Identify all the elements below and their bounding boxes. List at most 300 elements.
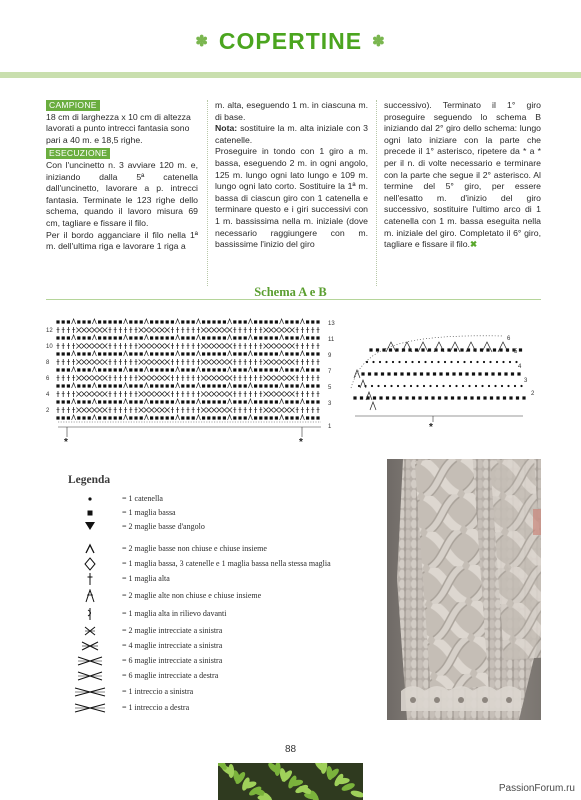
stitch-mark <box>207 400 210 403</box>
stitch-mark <box>489 361 491 363</box>
stitch-mark <box>290 384 293 387</box>
stitch-mark <box>300 351 304 356</box>
stitch-mark <box>155 336 158 339</box>
stitch-mark <box>160 384 163 387</box>
stitch-mark <box>392 361 394 363</box>
stitch-mark <box>509 396 512 399</box>
stitch-mark <box>306 400 309 403</box>
stitch-mark <box>373 396 376 399</box>
stitch-mark <box>374 372 377 375</box>
stitch-mark <box>264 368 267 371</box>
legend-label: = 2 maglie intrecciate a sinistra <box>122 626 223 635</box>
stitch-mark <box>186 416 189 419</box>
stitch-mark <box>92 399 96 404</box>
stitch-mark <box>496 396 499 399</box>
stitch-mark <box>166 336 169 339</box>
stitch-mark <box>124 415 128 420</box>
stitch-mark <box>248 367 252 372</box>
stitch-mark <box>399 396 402 399</box>
stitch-mark <box>420 372 423 375</box>
campione-label: CAMPIONE <box>46 100 100 111</box>
stitch-mark <box>82 320 85 323</box>
stitch-mark <box>290 320 293 323</box>
stitch-mark <box>88 384 91 387</box>
stitch-mark <box>254 336 257 339</box>
stitch-mark <box>377 385 379 387</box>
stitch-mark <box>371 385 373 387</box>
stitch-mark <box>416 385 418 387</box>
stitch-mark <box>171 368 174 371</box>
stitch-mark <box>306 320 309 323</box>
stitch-mark <box>166 320 169 323</box>
stitch-mark <box>56 384 59 387</box>
stitch-mark <box>196 319 200 324</box>
stitch-mark <box>433 372 436 375</box>
stitch-mark <box>311 320 314 323</box>
stitch-mark <box>202 336 205 339</box>
stitch-mark <box>144 319 148 324</box>
stitch-mark <box>486 348 489 351</box>
stitch-mark <box>144 335 148 340</box>
page-header <box>0 28 581 62</box>
stitch-mark <box>306 416 309 419</box>
stitch-mark <box>385 361 387 363</box>
stitch-mark <box>223 400 226 403</box>
stitch-mark <box>166 400 169 403</box>
stitch-mark <box>88 400 91 403</box>
stitch-mark <box>418 396 421 399</box>
front-post-icon <box>88 608 91 620</box>
stitch-mark <box>290 336 293 339</box>
stitch-mark <box>171 400 174 403</box>
legend-row <box>60 639 390 653</box>
stitch-mark <box>207 352 210 355</box>
stitch-mark <box>202 416 205 419</box>
stitch-mark <box>171 384 174 387</box>
stitch-mark <box>92 335 96 340</box>
stitch-mark <box>144 415 148 420</box>
stitch-mark <box>129 400 132 403</box>
stitch-mark <box>370 402 376 410</box>
stitch-mark <box>464 396 467 399</box>
stitch-mark <box>114 336 117 339</box>
stitch-mark <box>369 348 372 351</box>
stitch-mark <box>212 416 215 419</box>
stitch-mark <box>119 416 122 419</box>
row-number: 7 <box>328 369 332 375</box>
stitch-mark <box>300 335 304 340</box>
stitch-mark <box>114 352 117 355</box>
title-text: COPERTINE <box>218 28 363 54</box>
schema-a-graphic <box>38 316 338 456</box>
stitch-mark <box>82 352 85 355</box>
stitch-mark <box>259 336 262 339</box>
stitch-mark <box>455 385 457 387</box>
stitch-mark <box>390 385 392 387</box>
stitch-mark <box>300 415 304 420</box>
corner-icon <box>85 522 95 530</box>
stitch-mark <box>254 352 257 355</box>
legend-symbol-icon <box>60 685 120 699</box>
stitch-mark <box>207 336 210 339</box>
blanket-photo <box>387 459 541 720</box>
asterisk: * <box>64 437 68 448</box>
stitch-mark <box>155 352 158 355</box>
stitch-mark <box>275 336 278 339</box>
stitch-mark <box>150 400 153 403</box>
asterisk: * <box>429 422 433 433</box>
stitch-mark <box>196 415 200 420</box>
stitch-mark <box>207 416 210 419</box>
stitch-mark <box>311 400 314 403</box>
page-number: 88 <box>284 744 297 755</box>
end-mark-icon: ✖ <box>469 239 478 250</box>
stitch-mark <box>134 368 137 371</box>
stitch-mark <box>129 416 132 419</box>
stitch-mark <box>108 320 111 323</box>
stitch-mark <box>134 384 137 387</box>
stitch-mark <box>475 385 477 387</box>
stitch-mark <box>181 368 184 371</box>
stitch-mark <box>228 383 232 388</box>
legend-symbol-icon <box>60 572 120 586</box>
stitch-mark <box>316 400 319 403</box>
stitch-mark <box>212 400 215 403</box>
stitch-mark <box>202 400 205 403</box>
schema-b-graphic <box>343 326 543 436</box>
stitch-mark <box>300 399 304 404</box>
stitch-mark <box>270 320 273 323</box>
stitch-mark <box>202 352 205 355</box>
stitch-mark <box>171 352 174 355</box>
stitch-mark <box>72 319 76 324</box>
stitch-mark <box>504 372 507 375</box>
stitch-mark <box>108 368 111 371</box>
stitch-mark <box>150 384 153 387</box>
stitch-mark <box>361 372 364 375</box>
stitch-mark <box>192 320 195 323</box>
stitch-mark <box>181 416 184 419</box>
stitch-mark <box>134 352 137 355</box>
stitch-mark <box>238 336 241 339</box>
stitch-mark <box>270 368 273 371</box>
stitch-mark <box>212 352 215 355</box>
stitch-mark <box>77 352 80 355</box>
stitch-mark <box>62 400 65 403</box>
legend-row <box>60 572 390 586</box>
row-number: 9 <box>328 353 332 359</box>
stitch-mark <box>77 400 80 403</box>
stitch-mark <box>296 384 299 387</box>
stitch-mark <box>306 384 309 387</box>
legend-symbol-icon <box>60 639 120 653</box>
stitch-mark <box>451 396 454 399</box>
stitch-mark <box>192 368 195 371</box>
stitch-mark <box>77 416 80 419</box>
schema-title: Schema A e B <box>254 285 327 299</box>
stitch-mark <box>186 352 189 355</box>
stitch-mark <box>108 416 111 419</box>
stitch-mark <box>470 361 472 363</box>
stitch-mark <box>444 396 447 399</box>
instructions <box>46 100 541 280</box>
stitch-mark <box>129 352 132 355</box>
stitch-mark <box>290 400 293 403</box>
stitch-mark <box>517 372 520 375</box>
stitch-mark <box>67 416 70 419</box>
stitch-mark <box>108 400 111 403</box>
stitch-mark <box>176 351 180 356</box>
stitch-mark <box>98 320 101 323</box>
stitch-mark <box>223 320 226 323</box>
stitch-mark <box>114 384 117 387</box>
stitch-mark <box>108 352 111 355</box>
stitch-mark <box>296 416 299 419</box>
stitch-mark <box>62 320 65 323</box>
stitch-mark <box>72 399 76 404</box>
row-number: 8 <box>46 360 50 366</box>
legend-row <box>60 624 390 638</box>
stitch-mark <box>460 348 463 351</box>
stitch-mark <box>392 396 395 399</box>
yarn-strip-image <box>218 763 363 800</box>
stitch-mark <box>483 396 486 399</box>
row-number: 10 <box>46 344 53 350</box>
stitch-mark <box>472 372 475 375</box>
stitch-mark <box>98 336 101 339</box>
stitch-mark <box>244 416 247 419</box>
stitch-mark <box>381 372 384 375</box>
stitch-mark <box>176 335 180 340</box>
legend-symbol-icon <box>60 589 120 603</box>
chart-schema-b <box>343 326 543 436</box>
flower-icon: ✽ <box>195 33 209 50</box>
stitch-mark <box>134 336 137 339</box>
stitch-mark <box>248 399 252 404</box>
stitch-mark <box>431 361 433 363</box>
stitch-mark <box>463 361 465 363</box>
stitch-mark <box>212 336 215 339</box>
stitch-mark <box>470 396 473 399</box>
stitch-mark <box>311 352 314 355</box>
stitch-mark <box>233 336 236 339</box>
row-number: 11 <box>328 337 335 343</box>
stitch-mark <box>483 361 485 363</box>
stitch-mark <box>155 368 158 371</box>
stitch-mark <box>413 372 416 375</box>
chart-schema-a <box>38 316 338 456</box>
stitch-mark <box>72 367 76 372</box>
stitch-mark <box>129 336 132 339</box>
stitch-mark <box>400 372 403 375</box>
row-number: 4 <box>46 392 50 398</box>
stitch-mark <box>212 368 215 371</box>
stitch-mark <box>192 384 195 387</box>
stitch-mark <box>160 416 163 419</box>
stitch-mark <box>160 400 163 403</box>
stitch-mark <box>166 416 169 419</box>
legend-label: = 1 maglia alta <box>122 574 170 583</box>
stitch-mark <box>290 368 293 371</box>
stitch-mark <box>67 352 70 355</box>
stitch-mark <box>248 415 252 420</box>
stitch-mark <box>223 336 226 339</box>
stitch-mark <box>275 384 278 387</box>
stitch-mark <box>77 384 80 387</box>
header-band <box>0 72 581 78</box>
stitch-mark <box>88 368 91 371</box>
legend-row <box>60 654 390 668</box>
stitch-mark <box>306 336 309 339</box>
stitch-mark <box>502 361 504 363</box>
stitch-mark <box>124 335 128 340</box>
stitch-mark <box>382 348 385 351</box>
stitch-mark <box>181 400 184 403</box>
schema-rule <box>46 299 541 300</box>
stitch-mark <box>376 348 379 351</box>
stitch-mark <box>429 385 431 387</box>
nota-text: sostituire la m. alta iniziale con 3 catenelle. <box>215 123 368 145</box>
stitch-mark <box>103 336 106 339</box>
stitch-mark <box>254 384 257 387</box>
legend-row <box>60 685 390 699</box>
stitch-mark <box>285 384 288 387</box>
stitch-mark <box>124 351 128 356</box>
stitch-mark <box>144 351 148 356</box>
stitch-mark <box>425 396 428 399</box>
stitch-mark <box>124 383 128 388</box>
stitch-mark <box>439 372 442 375</box>
stitch-mark <box>207 384 210 387</box>
picot-icon <box>85 558 95 570</box>
stitch-mark <box>140 352 143 355</box>
row-number: 12 <box>46 328 53 334</box>
stitch-mark <box>56 320 59 323</box>
legend-symbol-icon <box>60 520 120 534</box>
stitch-mark <box>119 320 122 323</box>
row-number: 2 <box>531 391 535 397</box>
row-number: 4 <box>518 364 522 370</box>
stitch-mark <box>459 372 462 375</box>
stitch-mark <box>155 320 158 323</box>
stitch-mark <box>507 385 509 387</box>
stitch-mark <box>82 368 85 371</box>
stitch-mark <box>192 336 195 339</box>
stitch-mark <box>92 351 96 356</box>
stitch-mark <box>77 320 80 323</box>
stitch-mark <box>233 368 236 371</box>
stitch-mark <box>264 384 267 387</box>
stitch-mark <box>368 372 371 375</box>
stitch-mark <box>150 368 153 371</box>
legend-row <box>60 520 390 534</box>
stitch-mark <box>280 399 284 404</box>
row-number: 13 <box>328 321 335 327</box>
row-number: 6 <box>507 336 511 342</box>
stitch-mark <box>150 352 153 355</box>
column-1 <box>46 100 198 253</box>
stitch-mark <box>426 372 429 375</box>
stitch-mark <box>103 352 106 355</box>
stitch-mark <box>442 385 444 387</box>
stitch-mark <box>186 400 189 403</box>
stitch-mark <box>270 336 273 339</box>
stitch-mark <box>114 400 117 403</box>
chain-icon <box>88 497 91 500</box>
stitch-mark <box>56 416 59 419</box>
stitch-mark <box>311 368 314 371</box>
stitch-mark <box>398 361 400 363</box>
stitch-mark <box>124 319 128 324</box>
stitch-mark <box>259 384 262 387</box>
stitch-mark <box>311 416 314 419</box>
stitch-mark <box>238 320 241 323</box>
stitch-mark <box>387 372 390 375</box>
stitch-mark <box>446 372 449 375</box>
stitch-mark <box>186 320 189 323</box>
stitch-mark <box>218 384 221 387</box>
stitch-mark <box>56 336 59 339</box>
column-divider <box>376 100 377 286</box>
knit-texture-image <box>387 459 541 720</box>
stitch-mark <box>98 352 101 355</box>
stitch-mark <box>254 416 257 419</box>
stitch-mark <box>196 383 200 388</box>
legend-row <box>60 607 390 621</box>
proseguire-text-end: successivo). Terminato il 1° giro proseguire seguendo lo schema B iniziando dal 2° giro dello schema: lungo ogni lato iniziare con la parte che precede il 1° asterisco, ripetere da * a * per il n. di volte necessario e terminare con la parte che segue il 2° asterisco. Al termine del 5° giro, per essere nell'esatto m. d'inizio del giro successivo, sostituire l'ultimo arco di 1 catenella con 1 m. bassa eseguita nella m. iniziale del giro. Completato il 6° giro, tagliare e fissare il filo.✖ <box>384 100 541 250</box>
stitch-mark <box>511 372 514 375</box>
stitch-mark <box>114 368 117 371</box>
stitch-mark <box>244 352 247 355</box>
stitch-mark <box>62 352 65 355</box>
stitch-mark <box>360 396 363 399</box>
stitch-mark <box>397 385 399 387</box>
stitch-mark <box>259 416 262 419</box>
stitch-mark <box>444 361 446 363</box>
stitch-mark <box>108 384 111 387</box>
stitch-mark <box>379 361 381 363</box>
stitch-mark <box>485 372 488 375</box>
stitch-mark <box>124 399 128 404</box>
stitch-mark <box>176 415 180 420</box>
stitch-mark <box>103 368 106 371</box>
stitch-mark <box>129 384 132 387</box>
column-divider <box>207 100 208 286</box>
stitch-mark <box>411 361 413 363</box>
stitch-mark <box>509 361 511 363</box>
stitch-mark <box>144 399 148 404</box>
legend-label: = 1 intreccio a sinistra <box>122 687 194 696</box>
legend-row <box>60 669 390 683</box>
stitch-mark <box>264 416 267 419</box>
legend-row <box>60 589 390 603</box>
stitch-mark <box>468 385 470 387</box>
stitch-mark <box>103 320 106 323</box>
stitch-mark <box>223 416 226 419</box>
stitch-mark <box>72 383 76 388</box>
row-number: 5 <box>514 349 518 355</box>
stitch-mark <box>424 361 426 363</box>
stitch-mark <box>228 351 232 356</box>
stitch-mark <box>98 384 101 387</box>
stitch-mark <box>415 348 418 351</box>
stitch-mark <box>244 368 247 371</box>
stitch-mark <box>88 320 91 323</box>
stitch-mark <box>223 384 226 387</box>
stitch-mark <box>452 372 455 375</box>
stitch-mark <box>196 351 200 356</box>
stitch-mark <box>82 384 85 387</box>
